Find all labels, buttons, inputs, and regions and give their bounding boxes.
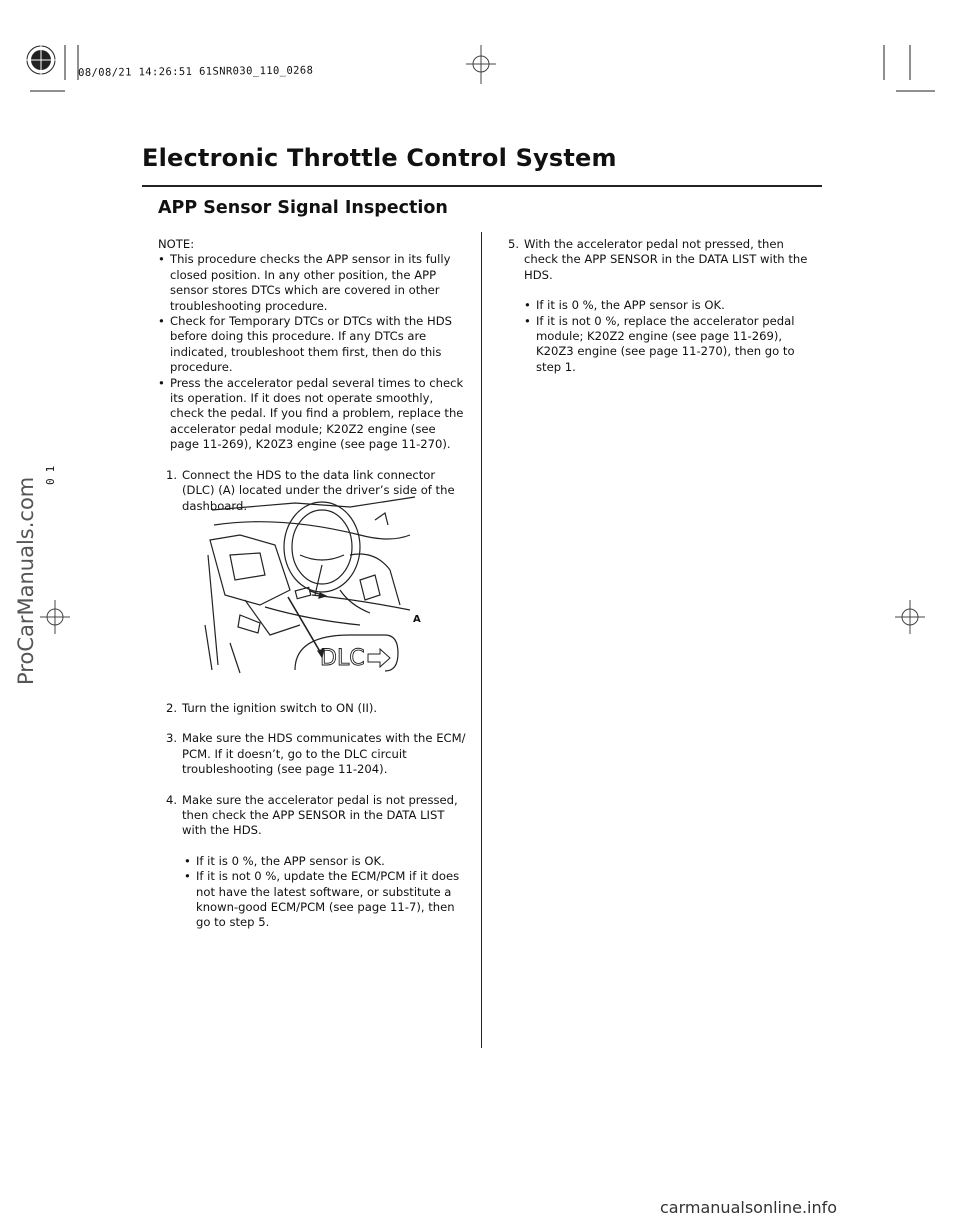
note-heading: NOTE:	[158, 237, 195, 251]
right-column	[508, 237, 808, 375]
result-item: • If it is 0 %, the APP sensor is OK.	[524, 298, 725, 313]
step-3: 3. Make sure the HDS communicates with the ECM/ PCM. If it doesn’t, go to the DLC circuit troubleshooting (see page 11-204).	[166, 731, 466, 777]
title-rule	[142, 185, 822, 187]
result-item: • If it is not 0 %, replace the accelerator pedal module; K20Z2 engine (see page 11-269), K20Z3 engine (see page 11-270), then go to step 1.	[524, 313, 795, 374]
step-2: 2. Turn the ignition switch to ON (II).	[166, 701, 378, 715]
note-item: • Check for Temporary DTCs or DTCs with the HDS before doing this procedure. If any DTCs are indicated, troubleshoot them first, then do this procedure.	[158, 314, 452, 375]
step-5-results	[508, 298, 808, 375]
footer-watermark: carmanualsonline.info	[660, 1198, 838, 1217]
pedal	[238, 615, 260, 633]
side-code: 01	[44, 459, 57, 485]
side-watermark: ProCarManuals.com	[14, 476, 38, 685]
result-item: • If it is not 0 %, update the ECM/PCM if it does not have the latest software, or substitute a known-good ECM/PCM (see page 11-7), then go to step 5.	[184, 869, 460, 930]
arrow-icon	[368, 649, 390, 667]
left-column	[158, 237, 468, 514]
step-4-results	[166, 854, 468, 931]
left-column-steps	[166, 701, 468, 931]
callout-label: A	[413, 614, 421, 625]
steering-wheel	[284, 502, 360, 592]
dashboard-panel	[210, 535, 290, 605]
dlc-location-figure	[200, 495, 440, 685]
note-item: • This procedure checks the APP sensor in its fully closed position. In any other position, the APP sensor stores DTCs which are covered in other troubleshooting procedure.	[158, 252, 451, 313]
dlc-label: DLC	[320, 646, 365, 671]
page-title: Electronic Throttle Control System	[142, 144, 617, 172]
step-1: 1. Connect the HDS to the data link connector (DLC) (A) located under the driver’s side of the dashboard.	[166, 467, 455, 513]
column-divider	[481, 232, 482, 1048]
step-5: 5. With the accelerator pedal not pressed, then check the APP SENSOR in the DATA LIST with the HDS.	[508, 237, 808, 282]
result-item: • If it is 0 %, the APP sensor is OK.	[184, 853, 385, 868]
print-stamp: 08/08/21 14:26:51 61SNR030_110_0268	[78, 64, 314, 79]
step-4: 4. Make sure the accelerator pedal is not pressed, then check the APP SENSOR in the DATA LIST with the HDS.	[166, 792, 458, 838]
note-item: • Press the accelerator pedal several times to check its operation. If it does not operate smoothly, check the pedal. If you find a problem, replace the accelerator pedal module; K20Z2 engine (see page 11-269), K20Z3 engine (see page 11-270).	[158, 375, 464, 452]
section-title: APP Sensor Signal Inspection	[158, 198, 448, 218]
